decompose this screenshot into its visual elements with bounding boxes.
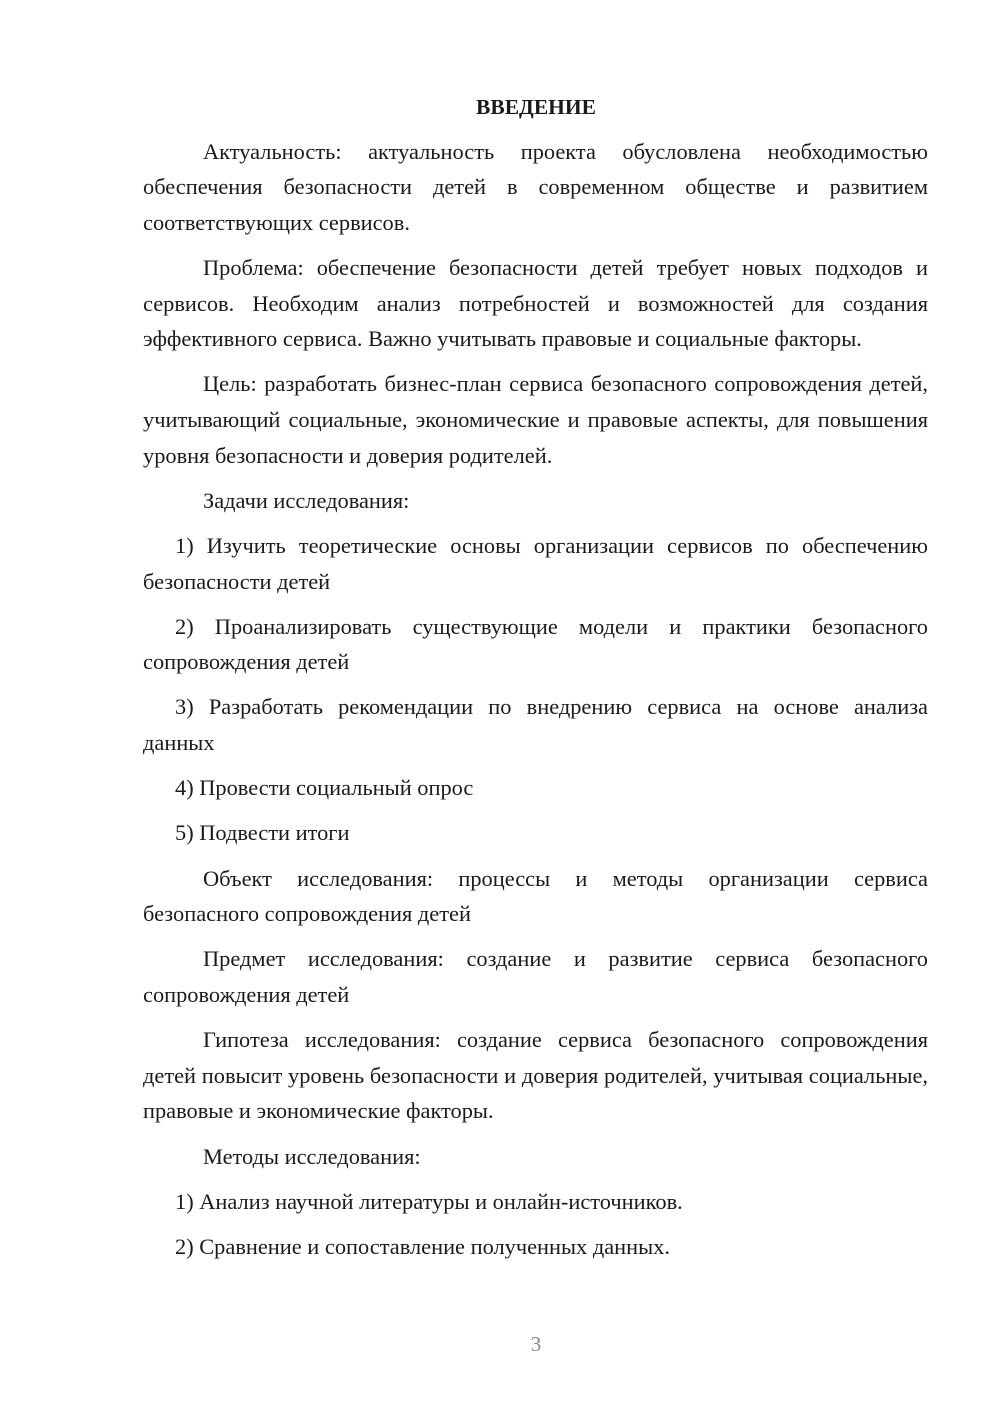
list-item-task-1: 1) Изучить теоретические основы организации сервисов по обеспечению безопасности детей xyxy=(143,532,928,594)
paragraph-problem: Проблема: обеспечение безопасности детей требует новых подходов и сервисов. Необходим анализ потребностей и возможностей для создания эффективного сервиса. Важно учитывать правовые и социальные факторы. xyxy=(143,254,928,352)
section-title: ВВЕДЕНИЕ xyxy=(476,95,596,119)
paragraph-goal: Цель: разработать бизнес-план сервиса безопасного сопровождения детей, учитывающий социальные, экономические и правовые аспекты, для повышения уровня безопасности и доверия родителей. xyxy=(143,371,928,468)
paragraph-relevance: Актуальность: актуальность проекта обусловлена необходимостью обеспечения безопасности детей в современном обществе и развитием соответствующих сервисов. xyxy=(143,138,928,235)
page-number: 3 xyxy=(530,1332,542,1356)
paragraph-subject: Предмет исследования: создание и развитие сервиса безопасного сопровождения детей xyxy=(143,946,928,1007)
list-item-task-4: 4) Провести социальный опрос xyxy=(175,775,474,801)
list-item-method-2: 2) Сравнение и сопоставление полученных данных. xyxy=(175,1233,670,1259)
list-item-task-2: 2) Проанализировать существующие модели и практики безопасного сопровождения детей xyxy=(143,613,928,675)
paragraph-object: Объект исследования: процессы и методы организации сервиса безопасного сопровождения детей xyxy=(143,865,928,927)
paragraph-tasks-heading: Задачи исследования: xyxy=(203,487,410,513)
paragraph-methods-heading: Методы исследования: xyxy=(203,1143,421,1169)
paragraph-hypothesis: Гипотеза исследования: создание сервиса безопасного сопровождения детей повысит уровень безопасности и доверия родителей, учитывая социальные, правовые и экономические факторы. xyxy=(143,1027,928,1124)
list-item-method-1: 1) Анализ научной литературы и онлайн-источников. xyxy=(175,1188,683,1214)
document-page xyxy=(143,90,928,1274)
list-item-task-5: 5) Подвести итоги xyxy=(175,820,350,846)
list-item-task-3: 3) Разработать рекомендации по внедрению сервиса на основе анализа данных xyxy=(143,694,928,756)
